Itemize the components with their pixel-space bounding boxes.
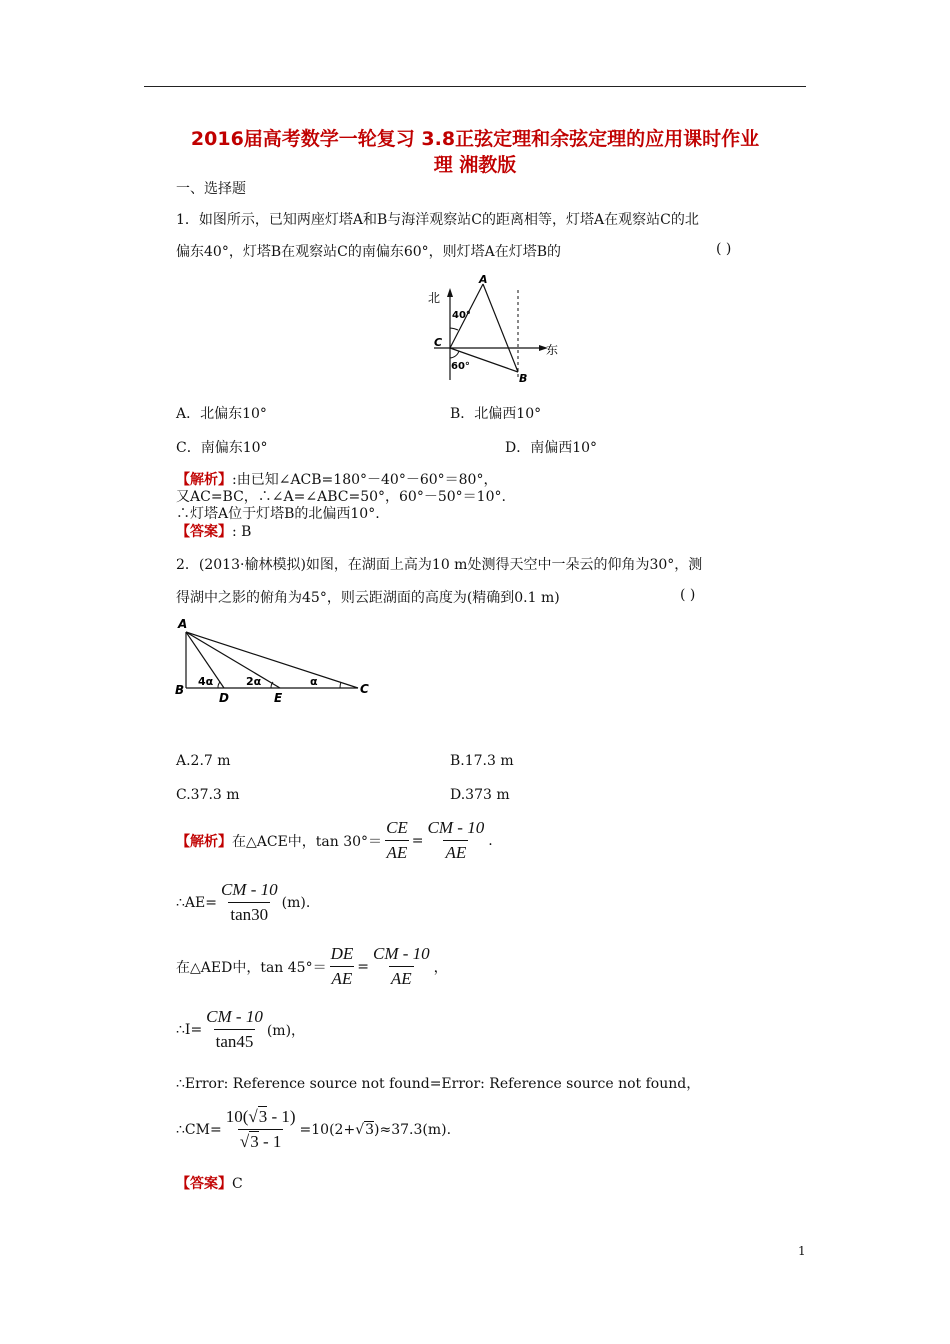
fraction: $\frac{DE}{AE}$ [330,944,354,988]
label-2alpha: 2α [246,675,262,688]
label-e: E [274,691,283,705]
fraction: $\frac{10(√3 - 1)}{√3 - 1}$ [225,1107,296,1151]
north-arrow-icon [447,288,453,297]
fraction: $\frac{CM - 10}{\tan 45}$ [206,1007,263,1051]
label-b: B [175,683,185,697]
answer-label: 【答案】 [176,524,232,540]
q2-option-c[interactable]: C.37.3 m [176,787,240,803]
fraction: $\frac{CM - 10}{AE}$ [427,818,485,862]
q1-answer: 【答案】: B [176,524,252,540]
q2-option-a[interactable]: A.2.7 m [176,753,231,769]
analysis-label: 【解析】 [176,472,232,488]
q2-text-line2: 得湖中之影的俯角为45°，则云距湖面的高度为(精确到0.1 m) [176,590,560,606]
fraction: $\frac{CM - 10}{AE}$ [372,944,430,988]
angle-arc-40 [450,328,458,330]
q1-answer-paren: ( ) [716,241,732,257]
section-heading: 一、选择题 [176,181,246,197]
q2-answer: 【答案】C [176,1176,243,1192]
page-number: 1 [798,1244,806,1258]
q2-option-b[interactable]: B.17.3 m [450,753,514,769]
q1-analysis-line3: ∴灯塔A位于灯塔B的北偏西10°. [176,506,380,522]
label-4alpha: 4α [198,675,214,688]
q2-text-line1: 2．(2013·榆林模拟)如图，在湖面上高为10 m处测得天空中一朵云的仰角为30°，测 [176,557,703,573]
label-d: D [219,691,229,705]
q1-analysis-line2: 又AC=BC，∴∠A=∠ABC=50°，60°－50°＝10°. [176,489,506,505]
label-c: C [360,682,369,696]
label-north: 北 [428,291,441,305]
q1-text-line1: 1．如图所示，已知两座灯塔A和B与海洋观察站C的距离相等，灯塔A在观察站C的北 [176,212,699,228]
doc-title-line1: 2016届高考数学一轮复习 3.8正弦定理和余弦定理的应用课时作业 [190,128,760,150]
q2-step4: ∴I= $\frac{CM - 10}{\tan 45}$ (m)， [176,1007,306,1051]
q1-option-c[interactable]: C．南偏东10° [176,440,268,456]
q2-answer-paren: ( ) [680,587,696,603]
q2-step1: 【解析】 在△ACE中，tan 30°＝ $\frac{CE}{AE}$ = $\frac{CM - 10}{AE}$ . [176,818,493,862]
label-b: B [519,372,528,385]
fraction: $\frac{CM - 10}{\tan 30}$ [220,880,278,924]
doc-title-line2: 理 湘教版 [433,154,517,176]
label-angle-60: 60° [451,361,470,372]
q2-step3: 在△AED中，tan 45°＝ $\frac{DE}{AE}$ = $\frac{CM - 10}{AE}$ ， [176,944,448,988]
fraction: $\frac{CE}{AE}$ [386,818,408,862]
label-a: A [479,273,488,286]
q2-step6: ∴CM= $\frac{10(√3 - 1)}{√3 - 1}$ =10(2+ √ 3 )≈37.3(m). [176,1107,452,1151]
label-a: A [178,617,188,631]
label-angle-40: 40° [452,310,471,321]
label-east: 东 [546,343,559,357]
angle-arc-60 [450,351,459,358]
q1-option-a[interactable]: A．北偏东10° [176,406,267,422]
angle-arc-4a [218,682,220,688]
label-alpha: α [310,675,318,688]
header-rule [144,86,806,87]
q1-analysis-line1: 【解析】:由已知∠ACB=180°－40°－60°＝80°， [176,472,498,488]
q1-text-line2: 偏东40°，灯塔B在观察站C的南偏东60°，则灯塔A在灯塔B的 [176,244,562,260]
q2-step2: ∴AE= $\frac{CM - 10}{\tan 30}$ (m). [176,880,311,924]
q1-option-d[interactable]: D．南偏西10° [505,440,598,456]
q2-figure [172,616,377,706]
q1-figure [420,272,560,387]
angle-arc-a [340,682,341,688]
q2-step5: ∴Error: Reference source not found=Error: Reference source not found， [176,1076,701,1092]
q2-option-d[interactable]: D.373 m [450,787,510,803]
answer-label: 【答案】 [176,1176,232,1192]
q1-option-b[interactable]: B．北偏西10° [450,406,542,422]
segment-ab [483,284,518,372]
analysis-label: 【解析】 [176,833,232,850]
label-c: C [434,336,443,349]
